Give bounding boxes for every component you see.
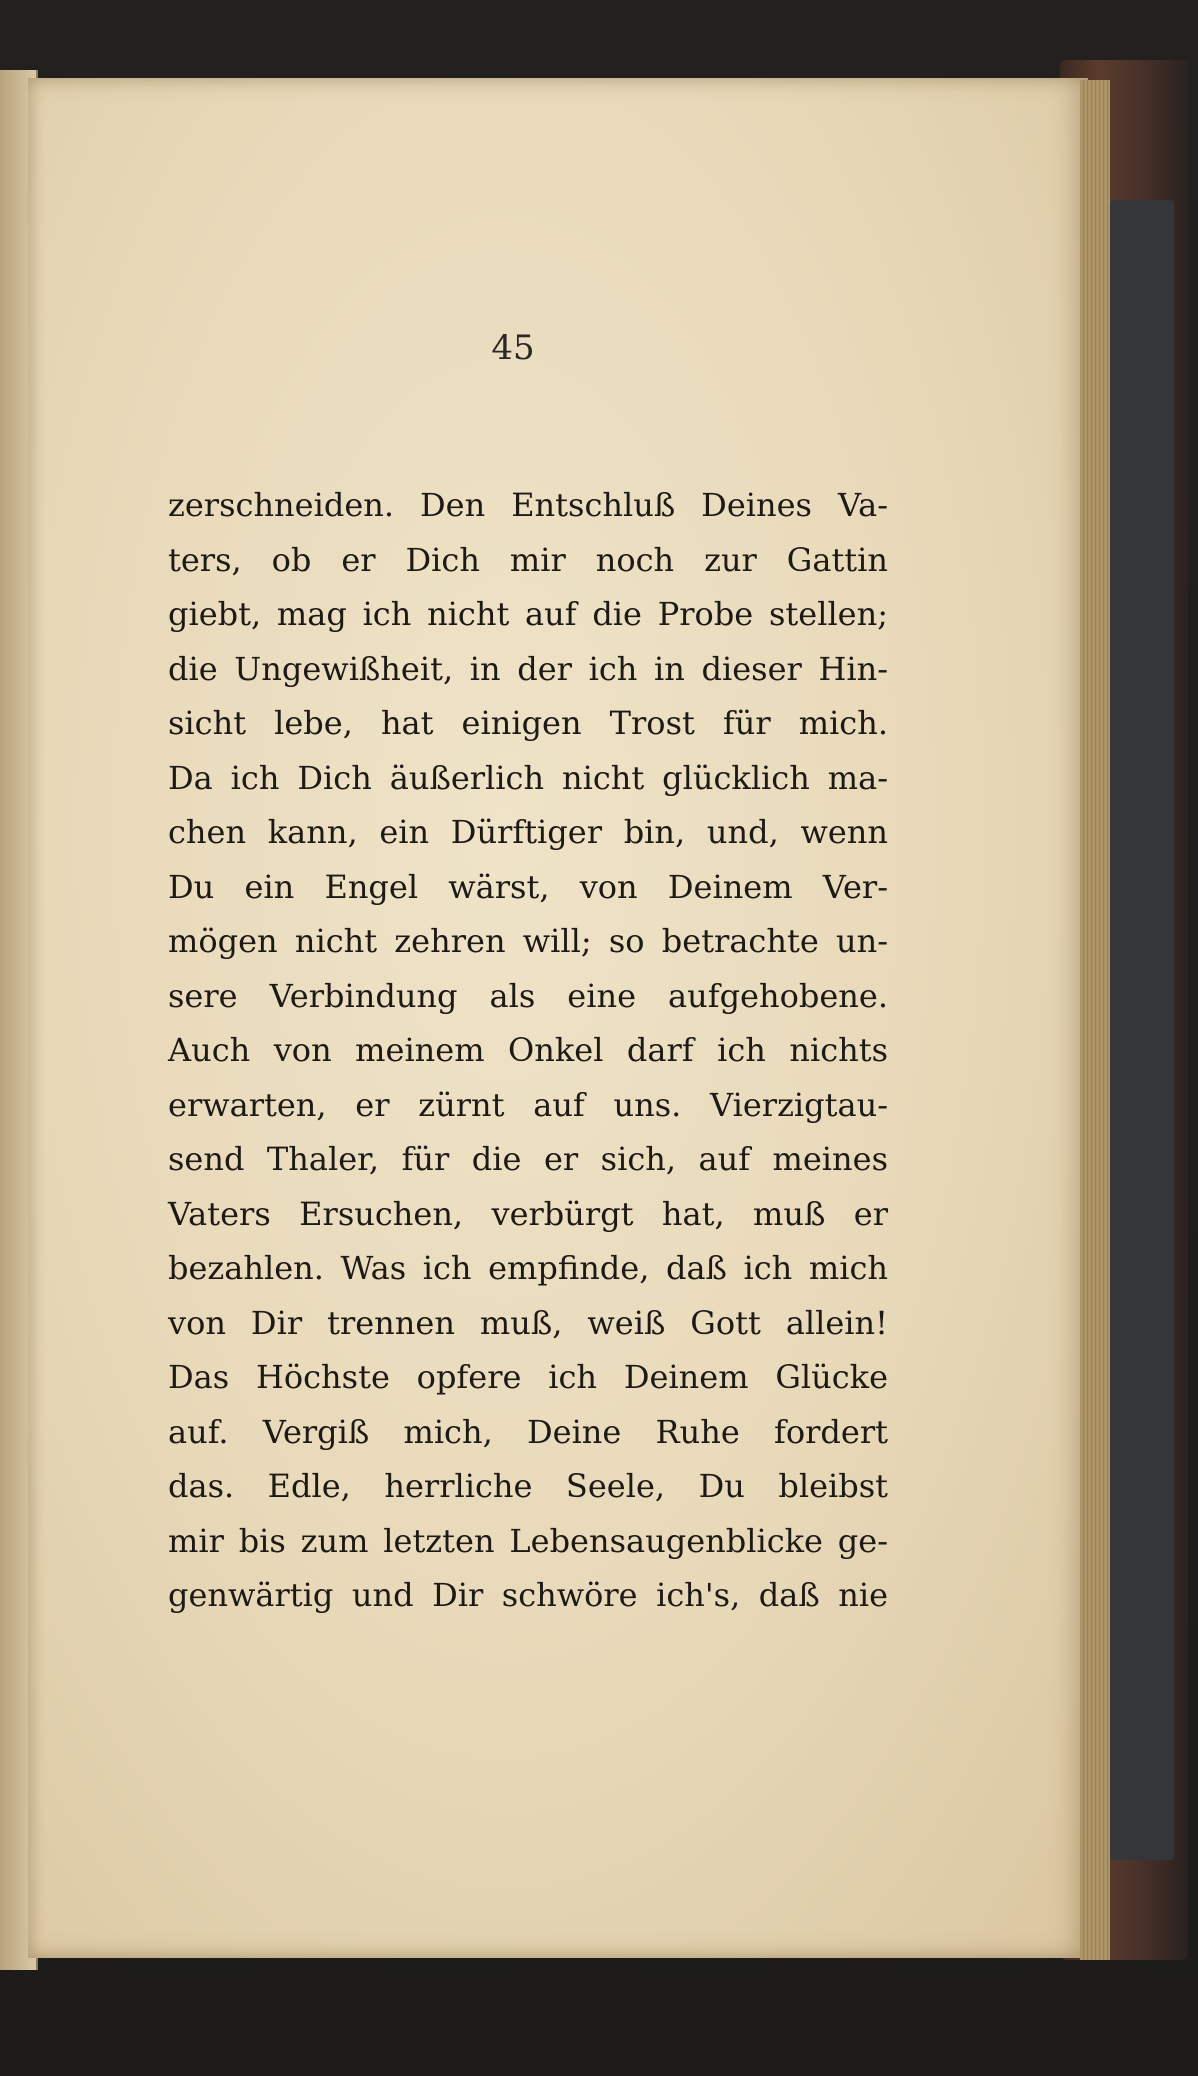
text-line: von Dir trennen muß, weiß Gott allein!: [168, 1303, 888, 1342]
text-line: sicht lebe, hat einigen Trost für mich.: [168, 704, 888, 742]
text-line: ters, ob er Dich mir noch zur Gattin: [168, 540, 888, 579]
text-line: Du ein Engel wärst, von Deinem Ver-: [168, 867, 888, 906]
text-line: das. Edle, herrliche Seele, Du bleibst: [168, 1467, 888, 1505]
text-line: mir bis zum letzten Lebensaugenblicke ge-: [168, 1521, 888, 1560]
text-line: Da ich Dich äußerlich nicht glücklich ma-: [168, 758, 888, 797]
text-line: zerschneiden. Den Entschluß Deines Va-: [168, 486, 888, 524]
text-line: mögen nicht zehren will; so betrachte un-: [168, 922, 888, 960]
text-line: erwarten, er zürnt auf uns. Vierzigtau-: [168, 1085, 888, 1124]
book-cover-cloth: [1110, 200, 1174, 1860]
text-line: genwärtig und Dir schwöre ich's, daß nie: [168, 1576, 888, 1614]
text-line: auf. Vergiß mich, Deine Ruhe fordert: [168, 1412, 888, 1451]
page-stack-edge: [1080, 80, 1110, 1960]
text-line: Auch von meinem Onkel darf ich nichts: [168, 1031, 888, 1069]
text-line: die Ungewißheit, in der ich in dieser Hin-: [168, 649, 888, 688]
book-page: [28, 78, 1088, 1958]
text-line: send Thaler, für die er sich, auf meines: [168, 1140, 888, 1178]
text-line: Vaters Ersuchen, verbürgt hat, muß er: [168, 1194, 888, 1233]
body-text: [168, 478, 888, 1623]
text-line: bezahlen. Was ich empfinde, daß ich mich: [168, 1249, 888, 1287]
text-line: chen kann, ein Dürftiger bin, und, wenn: [168, 813, 888, 851]
text-line: Das Höchste opfere ich Deinem Glücke: [168, 1358, 888, 1396]
page-number: 45: [491, 328, 535, 368]
text-line: sere Verbindung als eine aufgehobene.: [168, 976, 888, 1015]
text-line: giebt, mag ich nicht auf die Probe stellen;: [168, 595, 888, 633]
